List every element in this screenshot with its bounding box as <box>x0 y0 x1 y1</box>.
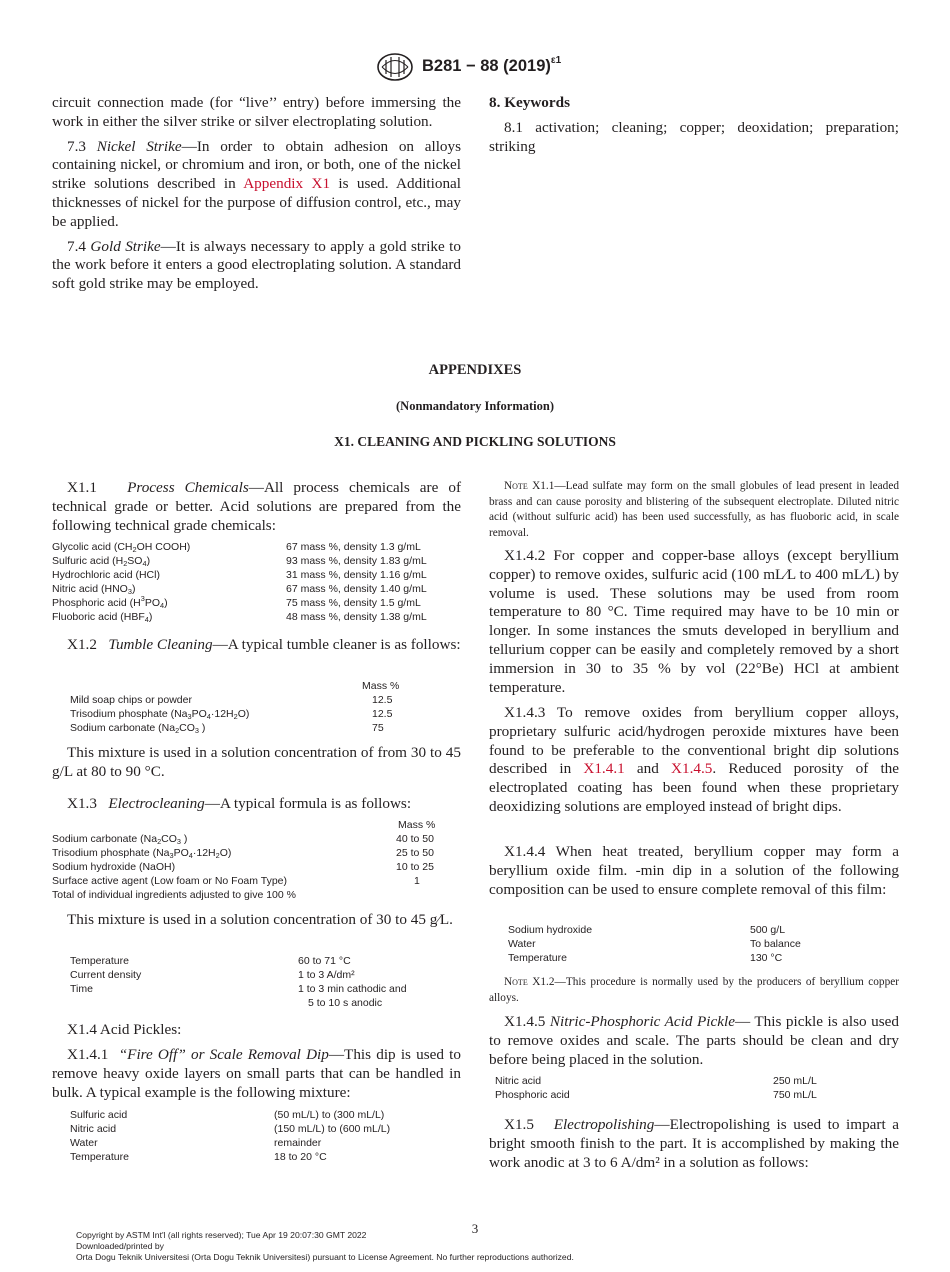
paragraph-x1-4-1: X1.4.1 “Fire Off” or Scale Removal Dip—This dip is used to remove heavy oxide layers on small parts that can be handled in bulk. A typical example is the following mixture: <box>52 1046 461 1101</box>
paragraph-x1-2: X1.2 Tumble Cleaning—A typical tumble cleaner is as follows: <box>67 636 461 653</box>
x1-4-5-link[interactable]: X1.4.5 <box>671 760 713 778</box>
paragraph-x1-4-5: X1.4.5 Nitric-Phosphoric Acid Pickle— This pickle is also used to remove oxides and scale. The parts should be clean and dry before being placed in the solution. <box>489 1013 899 1068</box>
paragraph-x1-3: X1.3 Electrocleaning—A typical formula is as follows: <box>67 795 412 812</box>
astm-logo <box>376 52 414 82</box>
table-row: Water remainder <box>70 1137 322 1149</box>
x1-title: X1. CLEANING AND PICKLING SOLUTIONS <box>334 434 616 449</box>
x1-4-1-link[interactable]: X1.4.1 <box>583 760 625 778</box>
electrocleaning-table <box>52 819 452 903</box>
tumble-cleaner-table <box>70 680 450 736</box>
paragraph-x1-1: X1.1 Process Chemicals—All process chemicals are of technical grade or better. Acid solutions are prepared from the following technical grade chemicals: <box>52 479 462 534</box>
table-row: Nitric acid 250 mL/L <box>495 1075 817 1087</box>
table-row: Sodium carbonate ($Na_2CO_3$ ) 40 to 50 <box>52 833 434 846</box>
process-chemicals-table <box>52 541 461 625</box>
table-row: Sodium hydroxide (NaOH) 10 to 25 <box>52 861 434 873</box>
appendixes-title: APPENDIXES <box>428 362 522 378</box>
table-header: Mass % <box>398 819 436 831</box>
table-row: Temperature 130 °C <box>508 952 783 964</box>
table-row: Mild soap chips or powder 12.5 <box>70 694 393 706</box>
table-row: Trisodium phosphate $(Na_3PO_4\cdot 12H_2O)$ 25 to 50 <box>52 847 434 860</box>
table-row: Fluoboric acid $(HBF_4)$ 48 mass %, density 1.38 g/mL <box>52 611 427 624</box>
table-row: Sulfuric acid (50 mL/L) to (300 mL/L) <box>70 1109 385 1121</box>
table-row: Glycolic acid ($CH_2OH$ COOH) 67 mass %, density 1.3 g/mL <box>52 541 421 554</box>
table-row: Sodium carbonate ($Na_2CO_3$ ) 75 <box>70 722 384 735</box>
keywords-section <box>489 94 899 156</box>
footer-line-3: Orta Dogu Teknik Universitesi (Orta Dogu Teknik Universitesi) pursuant to License Agreement. No further reproductions authorized. <box>76 1252 574 1263</box>
table-row: Current density 1 to 3 A/dm² <box>70 969 355 981</box>
table-row: Total of individual ingredients adjusted to give 100 % <box>52 889 296 901</box>
table-row: Trisodium phosphate $(Na_3PO_4\cdot 12H_2O)$ 12.5 <box>70 708 393 721</box>
paragraph-x1-4-2: X1.4.2 For copper and copper-base alloys (except beryllium copper) to remove oxides, sulfuric acid (100 mL⁄L to 400 mL⁄L) by volume is used. These solutions may be used from room temperature to 80 °C. Time required may have to be 10 min or longer. In some instances the smuts developed in beryllium and tellurium copper can be easily and completely removed by a short immersion in 30 to 35 % by vol (22°Be) HCl at ambient temperature. <box>489 547 899 696</box>
table-row: Temperature 18 to 20 °C <box>70 1151 327 1163</box>
keywords-heading: 8. Keywords <box>489 94 570 111</box>
table-row: Nitric acid $(HNO_3)$ 67 mass %, density 1.40 g/mL <box>52 583 427 596</box>
document-designation: B281 − 88 $(2019)^{\varepsilon 1}$ <box>422 55 562 75</box>
paragraph-x1-5: X1.5 Electropolishing—Electropolishing is used to impart a bright smooth finish to the part. It is accomplished by making the work anodic at 3 to 6 A/dm² in a solution as follows: <box>489 1116 899 1171</box>
table-row: Temperature 60 to 71 °C <box>70 955 351 967</box>
epsilon-superscript: ε1 <box>550 55 562 66</box>
paragraph-7-4: 7.4 Gold Strike—It is always necessary to apply a gold strike to the work before it enters a good electroplating solution. A standard soft gold strike may be employed. <box>52 237 461 293</box>
paragraph-x1-4-4: X1.4.4 When heat treated, beryllium copper may form a beryllium oxide film. -min dip in a solution of the following composition can be used to ensure complete removal of this film: <box>489 843 899 898</box>
heading-x1-4: X1.4 Acid Pickles: <box>67 1021 182 1038</box>
paragraph-circuit: circuit connection made (for “live’’ entry) before immersing the work in either the silver strike or silver electroplating solution. <box>52 94 461 130</box>
appendix-x1-link[interactable]: Appendix X1 <box>243 175 331 193</box>
paragraph-x1-2-after: This mixture is used in a solution concentration of from 30 to 45 g/L at 80 to 90 °C. <box>52 744 461 780</box>
table-row: 5 to 10 s anodic <box>308 997 383 1009</box>
table-row: Nitric acid (150 mL/L) to (600 mL/L) <box>70 1123 391 1135</box>
scale-removal-table <box>70 1109 450 1165</box>
paragraph-7-3: 7.3 Nickel Strike—In order to obtain adhesion on alloys containing nickel, or chromium and iron, or both, one of the nickel strike solutions described in Appendix X1 is used. Additional thicknesses of nickel for the purpose of diffusion control, etc., may be applied. <box>52 137 462 230</box>
keywords-paragraph: 8.1 activation; cleaning; copper; deoxidation; preparation; striking <box>489 118 899 155</box>
nonmandatory-subtitle: (Nonmandatory Information) <box>396 399 554 413</box>
table-row: Phosphoric acid 750 mL/L <box>495 1089 817 1101</box>
electrocleaning-conditions <box>70 955 450 1011</box>
page-number: 3 <box>471 1221 479 1236</box>
nitric-phosphoric-table <box>495 1075 885 1103</box>
table-row: Sodium hydroxide 500 g/L <box>508 924 786 936</box>
table-row: Phosphoric acid $(H^3PO_4)$ 75 mass %, density 1.5 g/mL <box>52 594 421 610</box>
section-7-continuation <box>52 94 461 294</box>
footer-line-2: Downloaded/printed by <box>76 1241 164 1252</box>
table-row: Sulfuric acid $(H_2SO_4)$ 93 mass %, density 1.83 g/mL <box>52 555 427 568</box>
footer-line-1: Copyright by ASTM Int'l (all rights reserved); Tue Apr 19 20:07:30 GMT 2022 <box>76 1230 367 1240</box>
table-row: Hydrochloric acid (HCl) 31 mass %, density 1.16 g/mL <box>52 569 427 581</box>
paragraph-x1-3-after: This mixture is used in a solution concentration of 30 to 45 g⁄L. <box>67 911 453 928</box>
beryllium-dip-table <box>508 924 888 966</box>
note-x1-1: Note X1.1—Lead sulfate may form on the small globules of lead present in leaded brass and can cause porosity and blistering of the subsequent electroplate. Diluted nitric acid (without sulfuric acid) has been used successfully, as has fluoboric acid, in scale removal. <box>489 480 899 539</box>
table-row: Time 1 to 3 min cathodic and <box>70 983 407 995</box>
copyright-footer <box>76 1230 574 1264</box>
table-row: Water To balance <box>508 938 801 950</box>
table-row: Surface active agent (Low foam or No Foam Type) 1 <box>52 875 420 887</box>
paragraph-x1-4-3: X1.4.3 To remove oxides from beryllium copper alloys, proprietary sulfuric acid/hydrogen peroxide mixtures have been found to be preferable to the conventional bright dip solutions described in X1.4.1 and X1.4.5. Reduced porosity of the electroplated coating has been found when these proprietary deoxidizing solutions are employed instead of bright dips. <box>489 704 900 815</box>
note-x1-2: Note X1.2—This procedure is normally used by the producers of beryllium copper alloys. <box>489 976 899 1004</box>
table-header: Mass % <box>362 680 400 692</box>
page-header <box>0 52 950 84</box>
